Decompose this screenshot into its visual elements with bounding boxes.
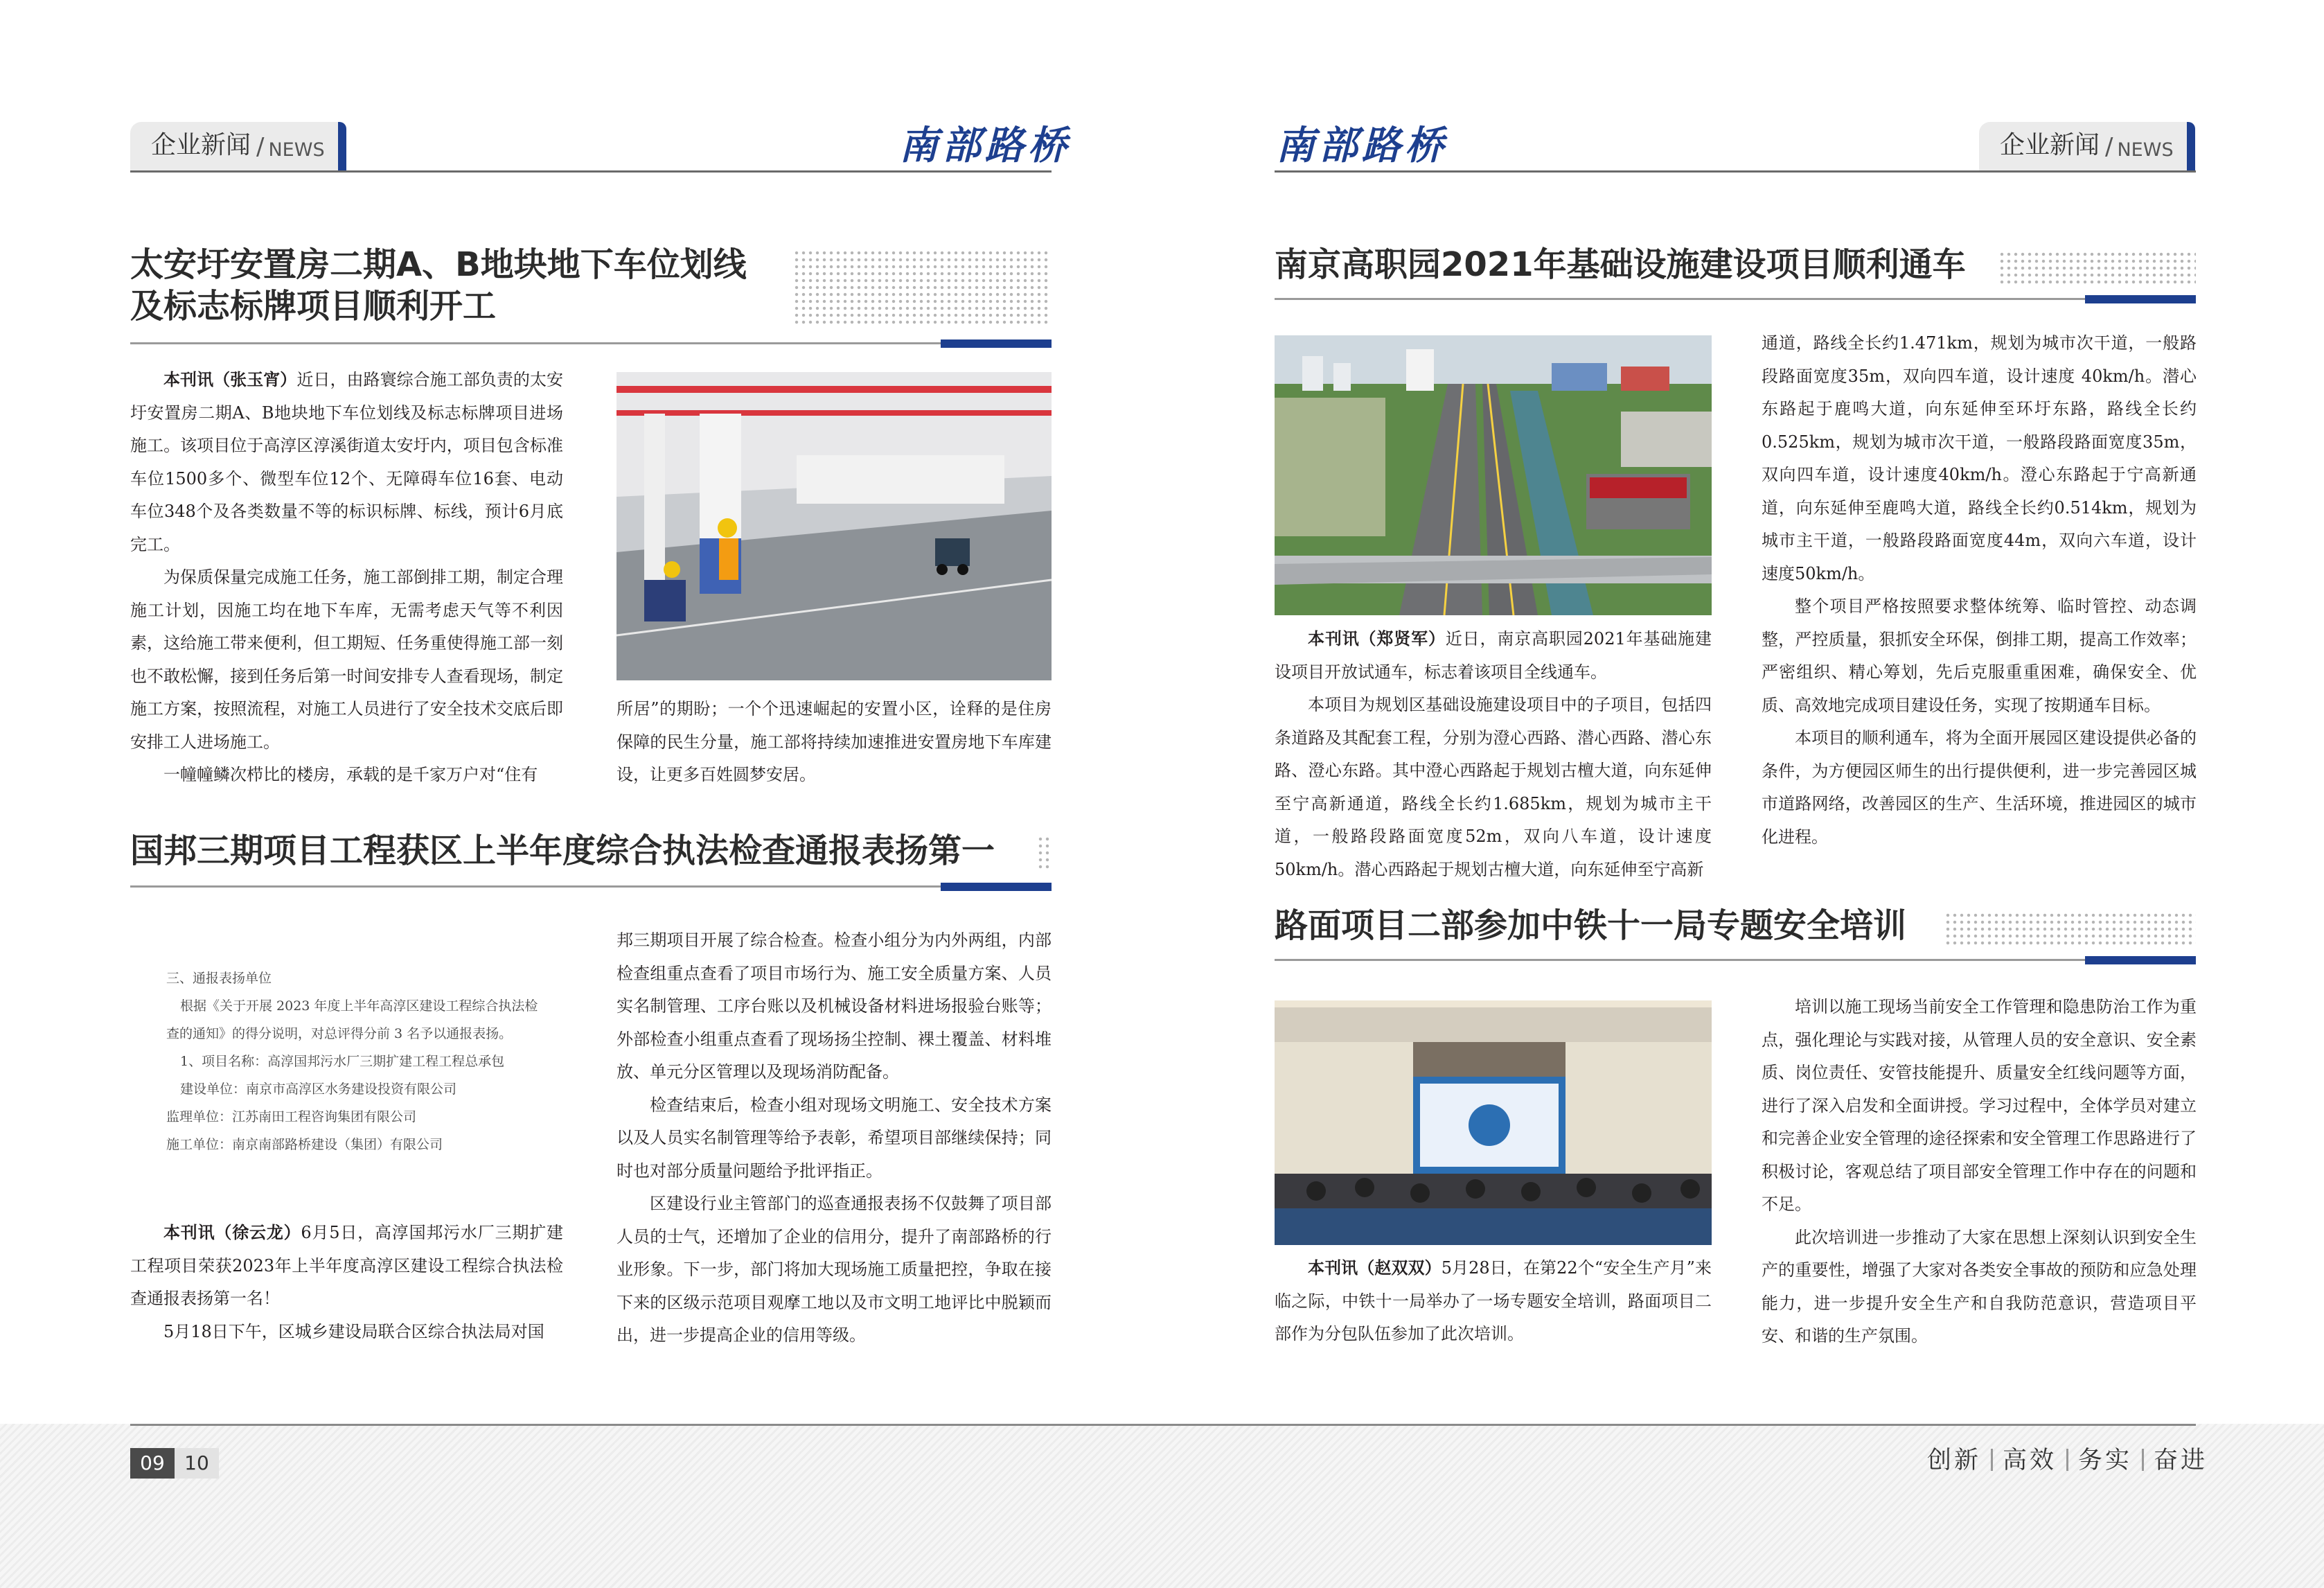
slogan-divider: [2142, 1449, 2144, 1471]
training-photo: [1275, 1000, 1712, 1245]
paragraph: 整个项目严格按照要求整体统筹、临时管控、动态调整，严控质量，狠抓安全环保，倒排工期，提高工作效率；严密组织、精心筹划，先后克服重重困难，确保安全、优质、高效地完成项目建设任务，实现了按期通车目标。: [1762, 597, 2197, 715]
paragraph: 一幢幢鳞次栉比的楼房，承载的是千家万户对“住有: [163, 765, 538, 784]
byline: 本刊讯（徐云龙）: [163, 1222, 301, 1242]
footer-slogan: [1927, 1441, 2208, 1476]
paragraph: 邦三期项目开展了综合检查。检查小组分为内外两组，内部检查组重点查看了项目市场行为、施工安全质量方案、人员实名制管理、工序台账以及机械设备材料进场报验台账等；外部检查小组重点查看了现场扬尘控制、裸土覆盖、材料堆放、单元分区管理以及现场消防配备。: [617, 930, 1052, 1082]
paragraph: 本项目的顺利通车，将为全面开展园区建设提供必备的条件，为方便园区师生的出行提供便利，进一步完善园区城市道路网络，改善园区的生产、生活环境，推进园区的城市化进程。: [1762, 728, 2197, 847]
paragraph: 培训以施工现场当前安全工作管理和隐患防治工作为重点，强化理论与实践对接，从管理人员的安全意识、安全素质、岗位责任、安管技能提升、质量安全红线问题等方面，进行了深入启发和全面讲授。学习过程中，全体学员对建立和完善企业安全管理的途径探索和安全管理工作思路进行了积极讨论，客观总结了项目部安全管理工作中存在的问题和不足。: [1762, 997, 2197, 1214]
paragraph: 检查结束后，检查小组对现场文明施工、安全技术方案以及人员实名制管理等给予表彰，希望项目部继续保持；同时也对部分质量问题给予批评指正。: [617, 1095, 1052, 1181]
decor-dots: [1037, 836, 1051, 870]
article-title-line2: 及标志标牌项目顺利开工: [130, 287, 497, 326]
article-title: 国邦三期项目工程获区上半年度综合执法检查通报表扬第一: [130, 831, 995, 870]
article-column: [1275, 622, 1712, 886]
byline: 本刊讯（郑贤军）: [1308, 628, 1446, 649]
paragraph: 区建设行业主管部门的巡查通报表扬不仅鼓舞了项目部人员的士气，还增加了企业的信用分，提升了南部路桥的行业形象。下一步，部门将加大现场施工质量把控，争取在接下来的区级示范项目观摩工地以及市文明工地评比中脱颖而出，进一步提高企业的信用等级。: [617, 1194, 1052, 1345]
paragraph: 此次培训进一步推动了大家在思想上深刻认识到安全生产的重要性，增强了大家对各类安全事故的预防和应急处理能力，进一步提升安全生产和自我防范意识，营造项目平安、和谐的生产氛围。: [1762, 1227, 2197, 1346]
title-underline: [1275, 298, 2196, 300]
slogan-divider: [1991, 1449, 1993, 1471]
notice-excerpt: [166, 964, 582, 1158]
article-title: [130, 244, 747, 327]
article-column: [130, 363, 563, 792]
decor-dots: [1944, 912, 2196, 946]
decor-dots: [1998, 251, 2196, 285]
article-column: [130, 1216, 563, 1348]
slogan-word: 奋进: [2154, 1447, 2208, 1474]
section-tab-left: [130, 122, 338, 170]
byline: 本刊讯（赵双双）: [1308, 1258, 1442, 1278]
article-column: [1762, 327, 2197, 854]
slogan-word: 创新: [1927, 1447, 1982, 1474]
notice-line: 监理单位：江苏南田工程咨询集团有限公司: [166, 1109, 417, 1124]
page-number-left: 09: [130, 1448, 175, 1479]
article-title: 路面项目二部参加中铁十一局专题安全培训: [1275, 906, 1907, 945]
section-title-zh: 企业新闻: [2000, 131, 2100, 159]
title-accent-bar: [941, 339, 1052, 348]
section-title-en: NEWS: [268, 139, 325, 161]
section-title-en: NEWS: [2117, 139, 2174, 161]
section-title-zh: 企业新闻: [151, 131, 251, 159]
paragraph: 为保质保量完成施工任务，施工部倒排工期，制定合理施工计划，因施工均在地下车库，无需考虑天气等不利因素，这给施工带来便利，但工期短、任务重使得施工部一刻也不敢松懈，接到任务后第一时间安排专人查看现场，制定施工方案，按照流程，对施工人员进行了安全技术交底后即安排工人进场施工。: [130, 567, 563, 752]
article-column: [1762, 991, 2197, 1353]
title-underline: [130, 342, 1052, 344]
paragraph: 近日，南京高职园2021年基础施建设项目开放试通车，标志着该项目全线通车。: [1275, 629, 1712, 682]
article-column: [617, 693, 1052, 792]
paragraph: 5月18日下午，区城乡建设局联合区综合执法局对国: [163, 1321, 544, 1341]
notice-line: 施工单位：南京南部路桥建设（集团）有限公司: [166, 1137, 443, 1152]
brand-logo-right: 南部路桥: [1276, 123, 1448, 168]
section-tab-right: [1979, 122, 2187, 170]
aerial-road-photo: [1275, 335, 1712, 615]
paragraph: 6月5日，高淳国邦污水厂三期扩建工程项目荣获2023年上半年度高淳区建设工程综合执法检查通报表扬第一名！: [130, 1223, 563, 1308]
paragraph: 所居”的期盼；一个个迅速崛起的安置小区，诠释的是住房保障的民生分量，施工部将持续加速推进安置房地下车库建设，让更多百姓圆梦安居。: [617, 699, 1052, 784]
section-slash: /: [2105, 133, 2113, 161]
paragraph: 5月28日，在第22个“安全生产月”来临之际，中铁十一局举办了一场专题安全培训，路面项目二部作为分包队伍参加了此次培训。: [1275, 1258, 1712, 1343]
aerial-road-illustration: [1275, 335, 1712, 615]
paragraph: 近日，由路寰综合施工部负责的太安圩安置房二期A、B地块地下车位划线及标志标牌项目进场施工。该项目位于高淳区淳溪街道太安圩内，项目包含标准车位1500多个、微型车位12个、无障碍车位16套、电动车位348个及各类数量不等的标识标牌、标线，预计6月底完工。: [130, 370, 564, 554]
article-column: [1275, 1251, 1712, 1351]
slogan-word: 高效: [2003, 1447, 2057, 1474]
paragraph: 通道，路线全长约1.471km，规划为城市次干道，一般路段路面宽度35m，双向四车道，设计速度 40km/h。潜心东路起于鹿鸣大道，向东延伸至环圩东路，路线全长约0.525km，规划为城市次干道，一般路段路面宽度35m，双向四车道，设计速度40km/h。澄心东路起于宁高新通道，向东延伸至鹿鸣大道，路线全长约0.514km，规划为城市主干道，一般路段路面宽度44m，双向六车道，设计速度50km/h。: [1762, 333, 2197, 583]
article-title: 南京高职园2021年基础设施建设项目顺利通车: [1275, 245, 1966, 284]
title-accent-bar: [941, 883, 1052, 891]
decor-dots: [793, 249, 1051, 326]
garage-photo: [617, 372, 1052, 680]
slogan-divider: [2066, 1449, 2068, 1471]
section-slash: /: [256, 133, 265, 161]
notice-line: 三、通报表扬单位: [166, 971, 272, 986]
notice-line: 查的通知》的得分说明，对总评得分前 3 名予以通报表扬。: [166, 1026, 513, 1041]
title-underline: [130, 885, 1052, 888]
title-underline: [1275, 959, 2196, 961]
byline: 本刊讯（张玉宵）: [163, 369, 297, 389]
garage-illustration: [617, 372, 1052, 680]
brand-logo-left: 南部路桥: [899, 123, 1071, 168]
training-illustration: [1275, 1000, 1712, 1245]
notice-line: 建设单位：南京市高淳区水务建设投资有限公司: [180, 1082, 457, 1097]
title-accent-bar: [2085, 956, 2196, 964]
footer-rule: [130, 1424, 2196, 1426]
notice-line: 根据《关于开展 2023 年度上半年高淳区建设工程综合执法检: [180, 998, 538, 1014]
paragraph: 本项目为规划区基础设施建设项目中的子项目，包括四条道路及其配套工程，分别为澄心西路、潜心西路、潜心东路、澄心东路。其中澄心西路起于规划古檀大道，向东延伸至宁高新通道，路线全长约1.685km，规划为城市主干道，一般路段路面宽度52m，双向八车道，设计速度50km/h。潜心西路起于规划古檀大道，向东延伸至宁高新: [1275, 695, 1712, 879]
article-title-line1: 太安圩安置房二期A、B地块地下车位划线: [130, 245, 747, 284]
header-rule-right: [1275, 170, 2196, 173]
title-accent-bar: [2085, 295, 2196, 303]
article-column: [617, 924, 1052, 1352]
page-number-right: 10: [175, 1448, 219, 1479]
slogan-word: 务实: [2078, 1447, 2133, 1474]
header-rule-left: [130, 170, 1052, 173]
notice-line: 1、项目名称：高淳国邦污水厂三期扩建工程工程总承包: [180, 1054, 505, 1069]
